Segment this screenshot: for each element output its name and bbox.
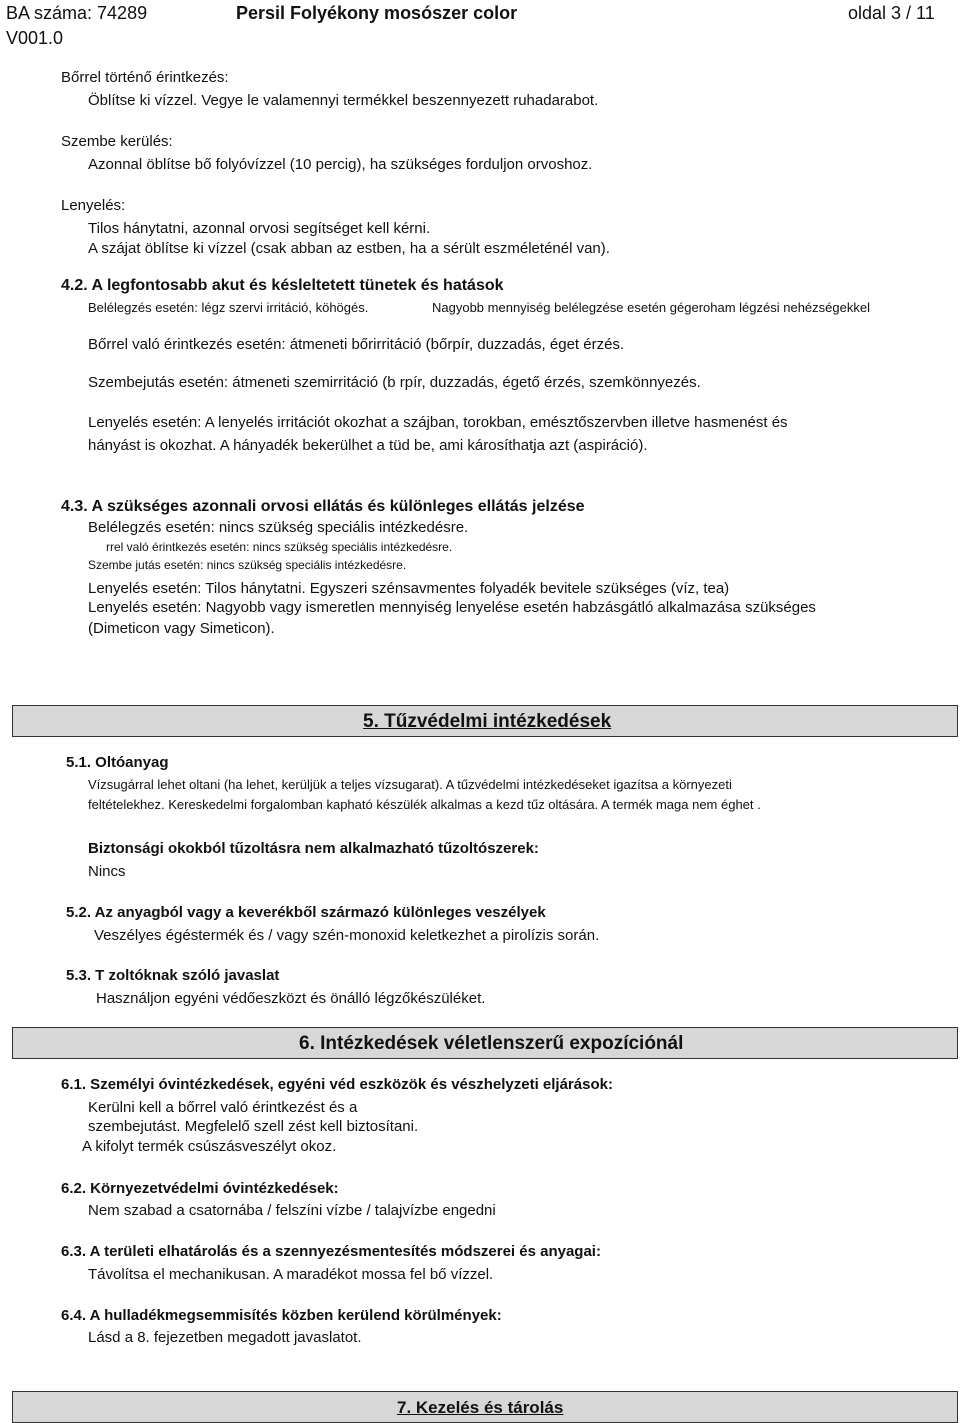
ingest-label: Lenyelés:	[61, 197, 126, 214]
s62-text: Nem szabad a csatornába / felszíni vízbe / talajvízbe engedni	[88, 1202, 496, 1219]
section-6-title: 6. Intézkedések véletlenszerű expozíciónál	[299, 1033, 684, 1054]
section-7-bar	[12, 1391, 958, 1423]
s43-line-1: Belélegzés esetén: nincs szükség speciális intézkedésre.	[88, 519, 469, 536]
unsuitable-heading: Biztonsági okokból tűzoltásra nem alkalmazható tűzoltószerek:	[88, 840, 539, 857]
s42-line-2: Bőrrel való érintkezés esetén: átmeneti bőrirritáció (bőrpír, duzzadás, éget érzés.	[88, 336, 625, 353]
section-5-1-heading: 5.1. Oltóanyag	[66, 754, 169, 771]
eye-label: Szembe kerülés:	[61, 133, 173, 150]
section-5-bar	[12, 705, 958, 737]
s51-line-2: feltételekhez. Kereskedelmi forgalomban kapható készülék alkalmas a kezd tűz oltására. A termék maga nem éghet .	[88, 797, 761, 812]
s51-line-1: Vízsugárral lehet oltani (ha lehet, kerüljük a teljes vízsugarat). A tűzvédelmi intézkedéseket igazítsa a környezeti	[88, 777, 732, 792]
skin-label: Bőrrel történő érintkezés:	[61, 69, 229, 86]
section-4-3-heading: 4.3. A szükséges azonnali orvosi ellátás és különleges ellátás jelzése	[61, 498, 585, 515]
skin-text: Öblítse ki vízzel. Vegye le valamennyi termékkel beszennyezett ruhadarabot.	[88, 92, 599, 109]
s42-line-4b: hányást is okozhat. A hányadék bekerülhet a tüd be, ami károsíthatja azt (aspiráció).	[88, 437, 648, 454]
s43-line-5b: (Dimeticon vagy Simeticon).	[88, 620, 275, 637]
page-number: oldal 3 / 11	[848, 3, 935, 23]
s53-text: Használjon egyéni védőeszközt és önálló légzőkészüléket.	[96, 990, 486, 1007]
eye-text: Azonnal öblítse bő folyóvízzel (10 percig), ha szükséges forduljon orvoshoz.	[88, 156, 593, 173]
version: V001.0	[6, 28, 64, 48]
section-6-3-heading: 6.3. A területi elhatárolás és a szennyezésmentesítés módszerei és anyagai:	[61, 1243, 601, 1260]
s64-text: Lásd a 8. fejezetben megadott javaslatot.	[88, 1329, 362, 1346]
s43-line-5a: Lenyelés esetén: Nagyobb vagy ismeretlen mennyiség lenyelése esetén habzásgátló alkalmazása szükséges	[88, 599, 816, 616]
s63-text: Távolítsa el mechanikusan. A maradékot mossa fel bő vízzel.	[88, 1266, 494, 1283]
ingest-text-2: A szájat öblítse ki vízzel (csak abban az estben, ha a sérült eszméleténél van).	[88, 240, 610, 257]
section-6-1-heading: 6.1. Személyi óvintézkedések, egyéni véd eszközök és vészhelyzeti eljárások:	[61, 1076, 613, 1093]
s52-text: Veszélyes égéstermék és / vagy szén-monoxid keletkezhet a pirolízis során.	[94, 927, 600, 944]
section-5-title: 5. Tűzvédelmi intézkedések	[363, 711, 612, 732]
s43-line-4: Lenyelés esetén: Tilos hánytatni. Egyszeri szénsavmentes folyadék bevitele szükséges (víz, tea)	[88, 580, 730, 597]
s42-line-1a: Belélegzés esetén: légz szervi irritáció, köhögés.	[88, 300, 369, 315]
unsuitable-value: Nincs	[88, 863, 126, 880]
s42-line-3: Szembejutás esetén: átmeneti szemirritáció (b rpír, duzzadás, égető érzés, szemkönnyezés.	[88, 374, 701, 391]
s43-line-3: Szembe jutás esetén: nincs szükség speciális intézkedésre.	[88, 558, 407, 572]
s61-line-1: Kerülni kell a bőrrel való érintkezést és a	[88, 1099, 358, 1116]
section-4-2-heading: 4.2. A legfontosabb akut és késleltetett tünetek és hatások	[61, 277, 504, 294]
ingest-text-1: Tilos hánytatni, azonnal orvosi segítséget kell kérni.	[88, 220, 431, 237]
section-6-2-heading: 6.2. Környezetvédelmi óvintézkedések:	[61, 1180, 339, 1197]
section-7-title: 7. Kezelés és tárolás	[397, 1398, 564, 1417]
s61-line-2: szembejutást. Megfelelő szell zést kell biztosítani.	[88, 1118, 419, 1135]
section-5-3-heading: 5.3. T zoltóknak szóló javaslat	[66, 967, 280, 984]
s42-line-1b: Nagyobb mennyiség belélegzése esetén gégeroham légzési nehézségekkel	[432, 300, 870, 315]
s43-line-2: rrel való érintkezés esetén: nincs szükség speciális intézkedésre.	[106, 540, 453, 554]
ba-number: BA száma: 74289	[6, 3, 148, 23]
section-5-2-heading: 5.2. Az anyagból vagy a keverékből származó különleges veszélyek	[66, 904, 546, 921]
section-6-bar	[12, 1027, 958, 1059]
s61-line-3: A kifolyt termék csúszásveszélyt okoz.	[82, 1138, 337, 1155]
s42-line-4a: Lenyelés esetén: A lenyelés irritációt okozhat a szájban, torokban, emésztőszervben illetve hasmenést és	[88, 414, 788, 431]
product-name: Persil Folyékony mosószer color	[236, 3, 518, 23]
section-6-4-heading: 6.4. A hulladékmegsemmisítés közben kerülend körülmények:	[61, 1307, 502, 1324]
